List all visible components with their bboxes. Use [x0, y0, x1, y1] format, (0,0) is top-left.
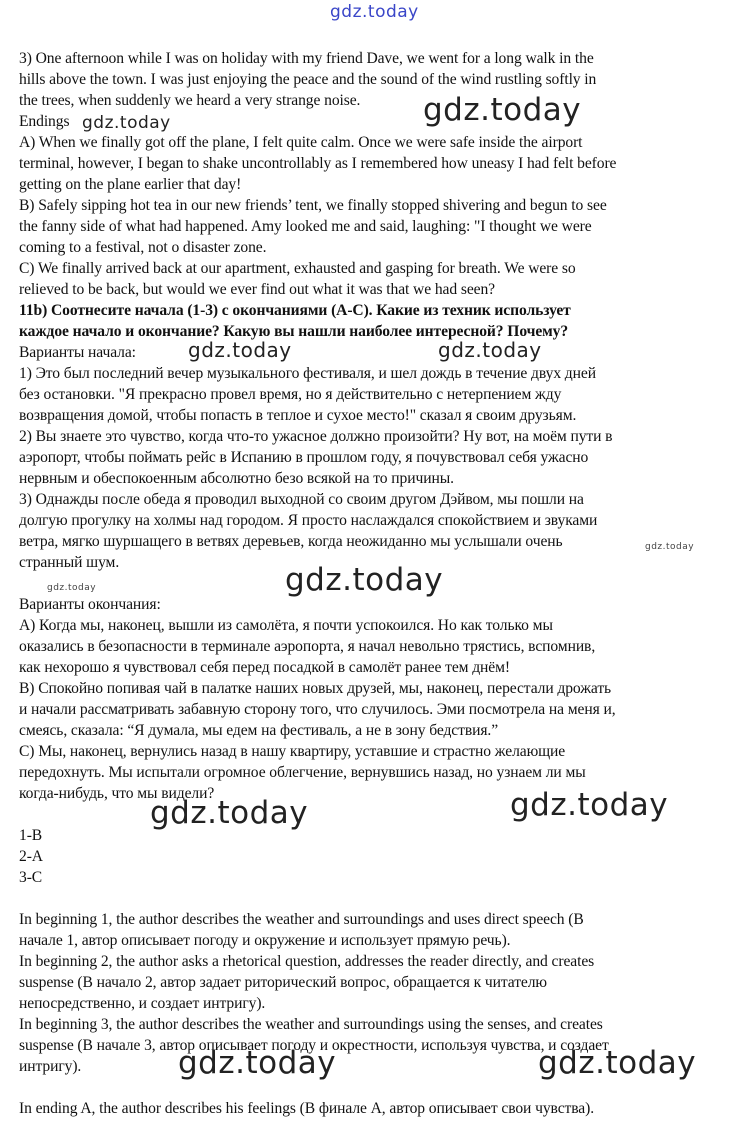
text-line: C) Мы, наконец, вернулись назад в нашу квартиру, уставшие и страстно желающие [19, 743, 566, 760]
text-line: ветра, мягко шуршащего в ветвях деревьев, когда неожиданно мы услышали очень [19, 533, 563, 550]
watermark: gdz.today [423, 92, 582, 128]
english-beginning-3 [19, 48, 731, 111]
text-line: долгую прогулку на холмы над городом. Я просто наслаждался спокойствием и звуками [19, 512, 598, 529]
english-endings [19, 132, 731, 300]
watermark: gdz.today [285, 562, 444, 598]
text-line: 3) Однажды после обеда я проводил выходной со своим другом Дэйвом, мы пошли на [19, 491, 584, 508]
text-line: hills above the town. I was just enjoying the peace and the sound of the wind rustling softly in [19, 71, 597, 88]
text-line: relieved to be back, but would we ever find out what it was that we had seen? [19, 281, 495, 298]
task-heading-line: 11b) Соотнесите начала (1-3) с окончаниями (A-C). Какие из техник использует [19, 302, 571, 319]
answer-item: 3-C [19, 869, 43, 886]
text-line: suspense (В начало 2, автор задает риторический вопрос, обращается к читателю [19, 974, 547, 991]
watermark: gdz.today [538, 1045, 697, 1081]
text-line: In beginning 1, the author describes the weather and surroundings and uses direct speech (В [19, 911, 584, 928]
text-line: как нехорошо я чувствовал себя перед посадкой в самолёт ранее тем днём! [19, 659, 510, 676]
endings-ru-heading: Варианты окончания: [19, 596, 161, 613]
watermark-top: gdz.today [330, 2, 419, 22]
text-line: coming to a festival, not o disaster zone. [19, 239, 267, 256]
answer-item: 2-A [19, 848, 43, 865]
text-line: когда-нибудь, что мы видели? [19, 785, 215, 802]
text-line: the fanny side of what had happened. Amy looked me and said, laughing: "I thought we were [19, 218, 592, 235]
watermark: gdz.today [82, 113, 171, 133]
answer-item: 1-B [19, 827, 43, 844]
text-line: the trees, when suddenly we heard a very strange noise. [19, 92, 361, 109]
text-line: A) Когда мы, наконец, вышли из самолёта, я почти успокоился. Но как только мы [19, 617, 553, 634]
text-line: 2) Вы знаете это чувство, когда что-то ужасное должно произойти? Ну вот, на моём пути в [19, 428, 613, 445]
text-line: нервным и обеспокоенным абсолютно безо всякой на то причины. [19, 470, 454, 487]
text-line: аэропорт, чтобы поймать рейс в Испанию в прошлом году, я почувствовал себя ужасно [19, 449, 589, 466]
endings-heading: Endings [19, 113, 70, 130]
task-heading-line: каждое начало и окончание? Какую вы нашли наиболее интересной? Почему? [19, 323, 569, 340]
text-line: без остановки. "Я прекрасно провел время, но я действительно с нетерпением жду [19, 386, 562, 403]
text-line: 1) Это был последний вечер музыкального фестиваля, и шел дождь в течение двух дней [19, 365, 596, 382]
text-line: начале 1, автор описывает погоду и окружение и использует прямую речь). [19, 932, 511, 949]
text-line: getting on the plane earlier that day! [19, 176, 242, 193]
text-line: 3) One afternoon while I was on holiday with my friend Dave, we went for a long walk in the [19, 50, 594, 67]
text-line: B) Спокойно попивая чай в палатке наших новых друзей, мы, наконец, перестали дрожать [19, 680, 612, 697]
russian-beginnings [19, 363, 731, 573]
task-heading [19, 300, 731, 342]
text-line: странный шум. [19, 554, 120, 571]
russian-endings [19, 615, 731, 804]
text-line: и начали рассматривать забавную сторону того, что случилось. Эми посмотрела на меня и, [19, 701, 616, 718]
text-line: C) We finally arrived back at our apartment, exhausted and gasping for breath. We were so [19, 260, 576, 277]
text-line: suspense (В начале 3, автор описывает погоду и окрестности, используя чувства, и создает [19, 1037, 609, 1054]
text-line: terminal, however, I began to shake uncontrollably as I remembered how uneasy I had felt before [19, 155, 617, 172]
text-line: In beginning 3, the author describes the weather and surroundings using the senses, and creates [19, 1016, 603, 1033]
watermark: gdz.today [178, 1045, 337, 1081]
text-line: непосредственно, и создает интригу). [19, 995, 266, 1012]
text-line: возвращения домой, чтобы попасть в теплое и сухое место!" сказал я своим друзьям. [19, 407, 577, 424]
watermark: gdz.today [150, 795, 309, 831]
watermark: gdz.today [510, 787, 669, 823]
watermark: gdz.today [438, 338, 542, 362]
text-line: In beginning 2, the author asks a rhetorical question, addresses the reader directly, and creates [19, 953, 595, 970]
final-line: In ending A, the author describes his feelings (В финале A, автор описывает свои чувства). [19, 1100, 595, 1117]
text-line: передохнуть. Мы испытали огромное облегчение, вернувшись назад, но узнаем ли мы [19, 764, 586, 781]
text-line: оказались в безопасности в терминале аэропорта, я начал невольно трястись, вспомнив, [19, 638, 596, 655]
text-line: B) Safely sipping hot tea in our new friends’ tent, we finally stopped shivering and begun to see [19, 197, 607, 214]
watermark: gdz.today [188, 338, 292, 362]
text-line: интригу). [19, 1058, 82, 1075]
answer-list [19, 825, 731, 888]
text-line: смеясь, сказала: “Я думала, мы едем на фестиваль, а не в зону бедствия.” [19, 722, 499, 739]
watermark: gdz.today [645, 542, 695, 552]
text-line: A) When we finally got off the plane, I felt quite calm. Once we were safe inside the airport [19, 134, 583, 151]
beginnings-heading: Варианты начала: [19, 344, 136, 361]
watermark: gdz.today [47, 583, 97, 593]
